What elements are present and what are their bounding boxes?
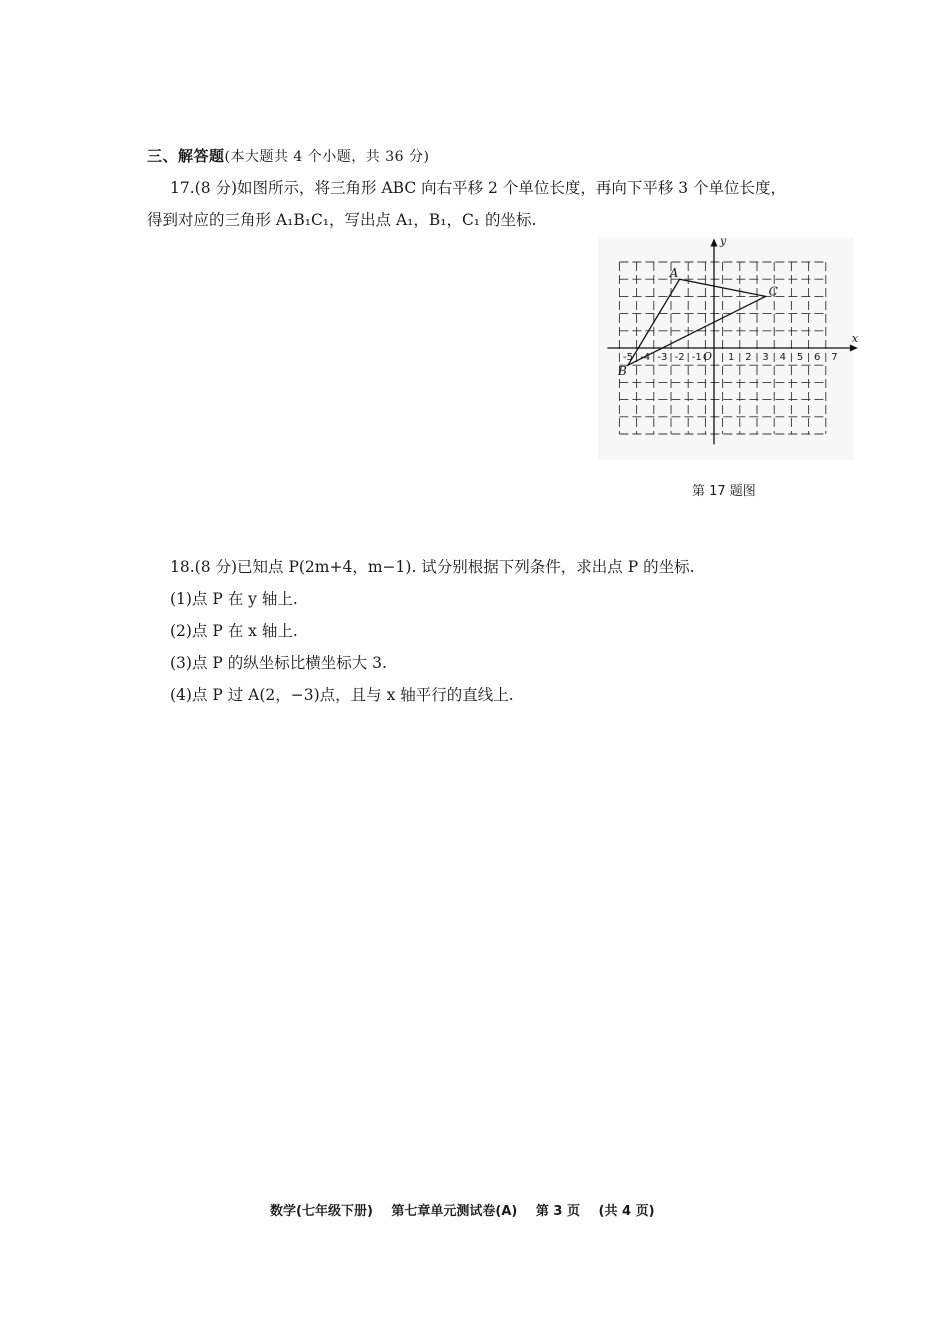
section-title <box>147 145 429 166</box>
footer-page: 第 3 页 <box>535 1204 581 1219</box>
x-tick-label: 3 <box>762 352 769 363</box>
point-label-b: B <box>618 364 627 379</box>
footer-unit: 第七章单元测试卷(A) <box>391 1204 518 1219</box>
x-tick-label: 6 <box>814 352 821 363</box>
q18-item-2: (2)点 P 在 x 轴上. <box>170 622 298 640</box>
page-footer <box>270 1200 669 1219</box>
q18-item-1: (1)点 P 在 y 轴上. <box>170 590 298 608</box>
footer-total: (共 4 页) <box>598 1204 655 1219</box>
y-axis-label: y <box>720 234 727 248</box>
x-axis-label: x <box>851 332 859 345</box>
q18-stem: 18.(8 分)已知点 P(2m+4，m−1). 试分别根据下列条件，求出点 P 的坐标. <box>170 558 695 576</box>
section-note: (本大题共 4 个小题，共 36 分) <box>224 149 430 165</box>
x-tick-label: -3 <box>657 352 668 363</box>
x-tick-label: -4 <box>640 352 651 363</box>
q17-line-2: 得到对应的三角形 A₁B₁C₁，写出点 A₁，B₁，C₁ 的坐标. <box>147 211 537 229</box>
figure-caption: 第 17 题图 <box>692 484 756 499</box>
point-label-a: A <box>669 266 679 281</box>
x-tick-label: 4 <box>779 352 786 363</box>
origin-label: O <box>703 350 713 363</box>
x-tick-label: -2 <box>674 352 685 363</box>
footer-subject: 数学(七年级下册) <box>270 1204 373 1219</box>
x-tick-label: 5 <box>796 352 804 363</box>
x-tick-label: 7 <box>831 352 838 363</box>
section-heading: 三、解答题 <box>147 147 225 165</box>
x-tick-label: 2 <box>745 352 752 363</box>
point-label-c: C <box>768 284 778 299</box>
x-tick-label: -1 <box>691 352 702 363</box>
x-tick-label: 1 <box>728 352 735 363</box>
q18-item-3: (3)点 P 的纵坐标比横坐标大 3. <box>170 654 387 672</box>
q17-figure <box>598 234 859 460</box>
q18-item-4: (4)点 P 过 A(2，−3)点，且与 x 轴平行的直线上. <box>170 686 514 704</box>
q17-line-1: 17.(8 分)如图所示，将三角形 ABC 向右平移 2 个单位长度，再向下平移 3 个单位长度， <box>170 179 787 197</box>
x-tick-label: -5 <box>623 352 633 363</box>
coordinate-grid <box>598 234 859 460</box>
